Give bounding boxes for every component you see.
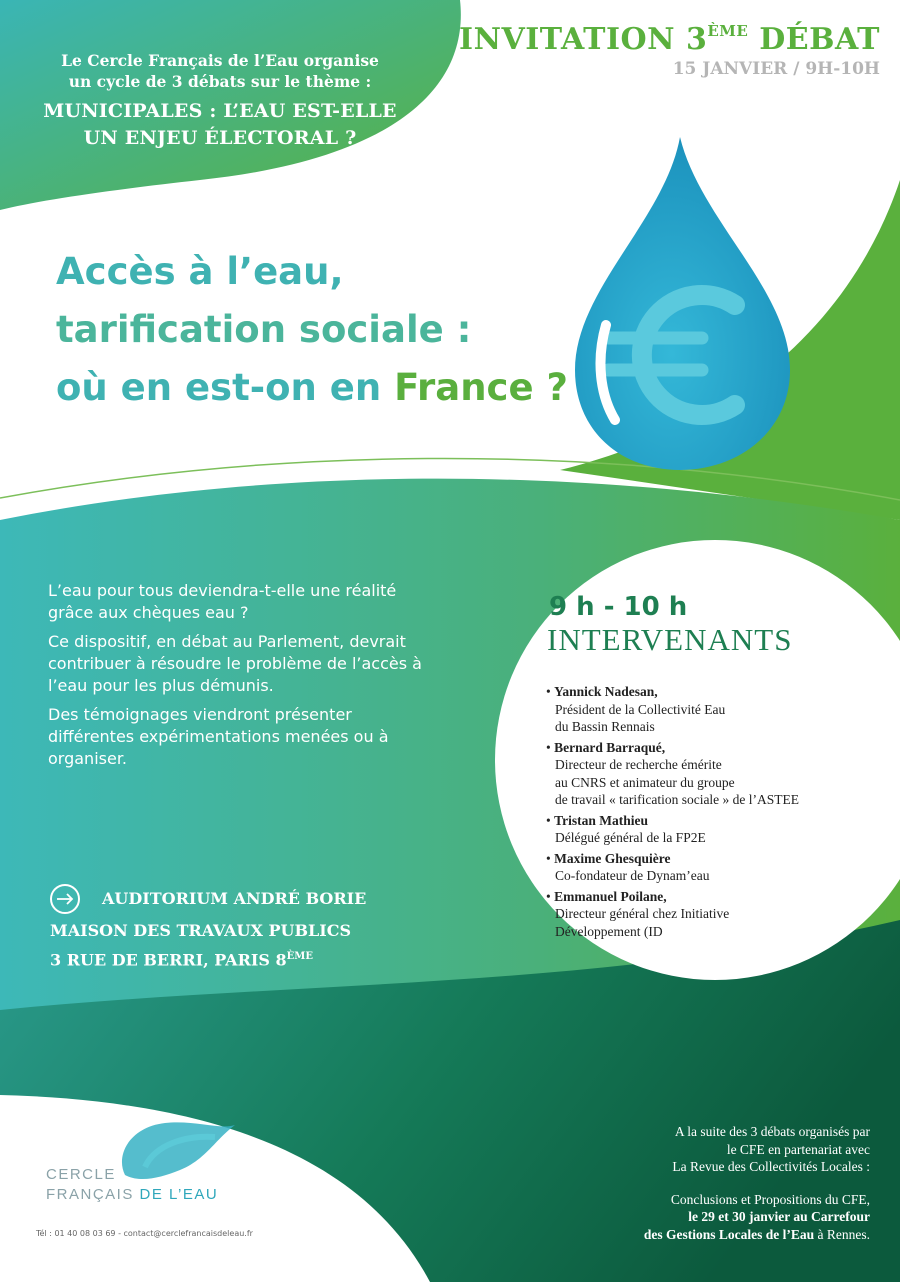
speakers-title: INTERVENANTS (547, 622, 793, 657)
theme-line-1: MUNICIPALES : L’EAU EST-ELLE (43, 100, 397, 122)
speaker-role: Délégué général de la FP2E (555, 830, 706, 845)
speaker-name: Bernard Barraqué, (554, 739, 666, 755)
footer-text: le CFE en partenariat avec (726, 1141, 870, 1157)
intro-block (40, 50, 400, 152)
speaker-role: Président de la Collectivité Eau du Bassin Rennais (555, 701, 726, 734)
description-paragraph: Ce dispositif, en débat au Parlement, devrait contribuer à résoudre le problème de l’accès à l’eau pour les plus démunis. (48, 632, 422, 695)
venue-address: 3 RUE DE BERRI, PARIS 8ÈME (50, 950, 313, 970)
speaker-name: Emmanuel Poilane, (554, 888, 667, 904)
venue-name: AUDITORIUM ANDRÉ BORIE (102, 889, 367, 908)
description-paragraph: Des témoignages viendront présenter différentes expérimentations menées ou à organiser. (48, 705, 389, 768)
footer-text-bold: des Gestions Locales de l’Eau (643, 1226, 815, 1242)
speaker-item: • Maxime Ghesquière Co-fondateur de Dynam’eau (546, 850, 876, 885)
invitation-date: 15 JANVIER / 9H-10H (672, 59, 880, 79)
footer-text-bold: le 29 et 30 janvier au Carrefour (688, 1209, 870, 1224)
description-paragraph: L’eau pour tous deviendra-t-elle une réalité grâce aux chèques eau ? (48, 581, 397, 622)
speaker-role: Directeur de recherche émérite au CNRS et animateur du groupe de travail « tarification sociale » de l’ASTEE (555, 757, 800, 807)
logo-line-2: FRANÇAIS DE L’EAU (46, 1186, 219, 1203)
arrow-right-icon (50, 884, 80, 914)
speaker-item: • Yannick Nadesan, Président de la Collectivité Eau du Bassin Rennais (546, 683, 876, 736)
speaker-role: Directeur général chez Initiative Développement (ID (555, 906, 730, 939)
theme-line-2: UN ENJEU ÉLECTORAL ? (83, 127, 357, 149)
speaker-item: • Emmanuel Poilane, Directeur général chez Initiative Développement (ID (546, 888, 876, 941)
heading-line-2: tarification sociale : (56, 308, 472, 351)
venue-block (50, 884, 366, 973)
schedule-time: 9 h - 10 h (549, 592, 688, 622)
speaker-name: Tristan Mathieu (554, 812, 648, 828)
invitation-title: INVITATION 3ÈME DÉBAT (459, 22, 880, 57)
speaker-item: • Tristan Mathieu Délégué général de la FP2E (546, 812, 876, 847)
footer-text: A la suite des 3 débats organisés par (674, 1124, 870, 1139)
speakers-list (546, 683, 876, 943)
contact-info: Tél : 01 40 08 03 69 - contact@cerclefrancaisdeleau.fr (36, 1229, 253, 1238)
description (48, 580, 428, 777)
heading-line-3: où en est-on en France ? (56, 366, 568, 409)
speaker-name: Maxime Ghesquière (554, 850, 671, 866)
footer-text: La Revue des Collectivités Locales : (672, 1159, 870, 1174)
speaker-name: Yannick Nadesan, (554, 684, 658, 699)
intro-line-2: un cycle de 3 débats sur le thème : (68, 72, 372, 91)
speaker-role: Co-fondateur de Dynam’eau (555, 868, 710, 883)
speaker-item: • Bernard Barraqué, Directeur de recherche émérite au CNRS et animateur du groupe de travail « tarification sociale » de l’ASTEE (546, 739, 876, 809)
venue-building: MAISON DES TRAVAUX PUBLICS (50, 921, 351, 940)
invitation-header (459, 22, 880, 79)
footer-text: Conclusions et Propositions du CFE, (670, 1191, 870, 1207)
footer-note (570, 1123, 870, 1243)
main-heading (56, 243, 568, 417)
footer-text: à Rennes. (814, 1226, 870, 1242)
heading-line-1: Accès à l’eau, (56, 250, 344, 293)
intro-line-1: Le Cercle Français de l’Eau organise (61, 51, 379, 70)
logo-line-1: CERCLE (46, 1166, 116, 1183)
